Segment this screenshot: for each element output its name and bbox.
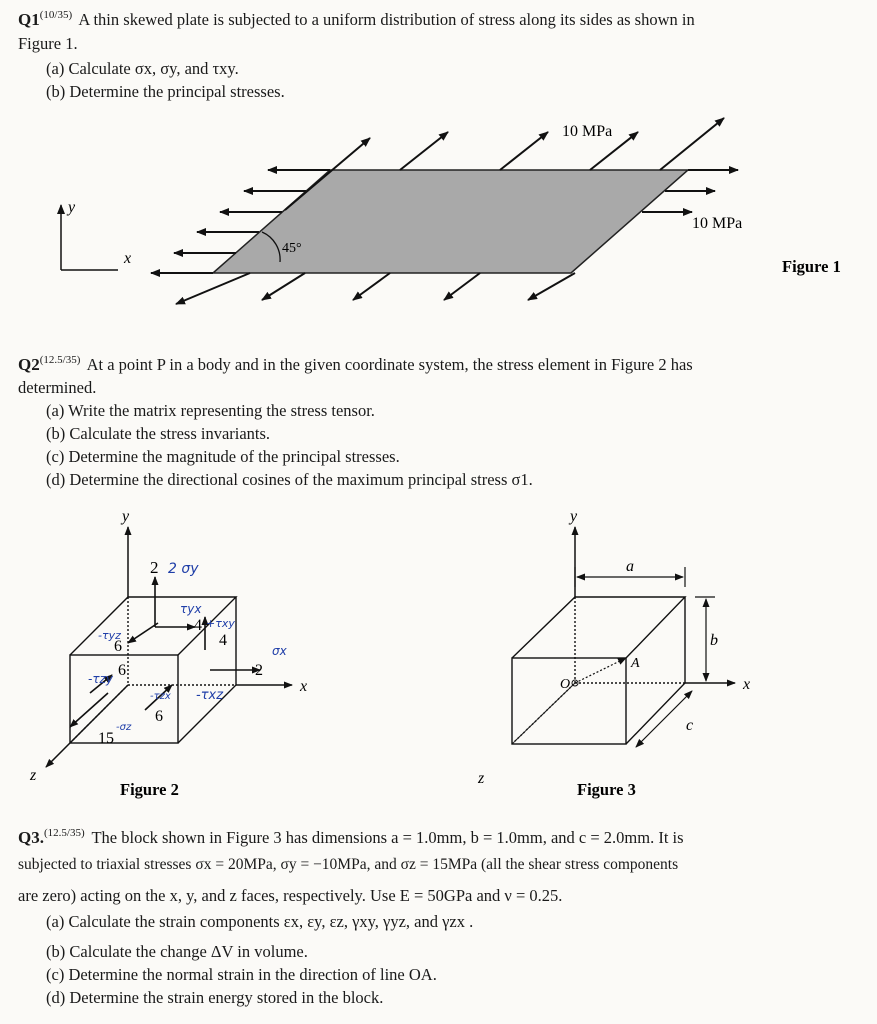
fig3-axis-x: x <box>743 676 751 693</box>
q3-item-c: (c) Determine the normal strain in the direction of line OA. <box>46 965 437 984</box>
dim-b-label: b <box>710 632 718 649</box>
figure-1-caption: Figure 1 <box>782 257 841 276</box>
figure-1 <box>0 110 877 315</box>
q3-item-d: (d) Determine the strain energy stored in the block. <box>46 988 384 1007</box>
q1-label: Q1 <box>18 10 40 29</box>
top-load-label: 10 MPa <box>562 123 613 140</box>
hand-tau-yx: τyx <box>180 602 202 616</box>
q2-item-a: (a) Write the matrix representing the stress tensor. <box>46 401 375 420</box>
fig2-val-4b: 4 <box>219 632 227 649</box>
figure-3-caption: Figure 3 <box>577 780 636 799</box>
q3-label: Q3. <box>18 828 44 847</box>
line-oa <box>575 658 626 683</box>
q3-points: (12.5/35) <box>43 827 85 839</box>
q2-points: (12.5/35) <box>39 354 81 366</box>
q1-points: (10/35) <box>39 9 73 21</box>
block <box>512 597 685 744</box>
fig2-val-6b: 6 <box>118 662 126 679</box>
side-load-label: 10 MPa <box>692 215 743 232</box>
fig1-axis-x: x <box>124 250 132 267</box>
hand-sigma-y: 2 σy <box>168 561 199 577</box>
hand-tau-yz: -τyz <box>98 629 121 642</box>
stress-arrows <box>70 577 260 727</box>
q2-item-b: (b) Calculate the stress invariants. <box>46 424 271 443</box>
q3-text-line1: The block shown in Figure 3 has dimensions a = 1.0mm, b = 1.0mm, and c = 2.0mm. It is <box>91 828 684 847</box>
q1-text-line1: A thin skewed plate is subjected to a uniform distribution of stress along its sides as shown in <box>78 10 695 29</box>
q2-text-line1: At a point P in a body and in the given coordinate system, the stress element in Figure 2 has <box>86 355 693 374</box>
q3-item-a: (a) Calculate the strain components εx, εy, εz, γxy, γyz, and γzx . <box>46 912 474 931</box>
q2-label: Q2 <box>18 355 40 374</box>
fig1-axis-y: y <box>68 199 76 216</box>
fig2-axis-x: x <box>300 678 308 695</box>
fig3-axis-y: y <box>570 508 578 525</box>
bottom-edge-arrows <box>176 273 575 304</box>
figure-2 <box>0 505 440 805</box>
hand-plus-tau-xy: +τxy <box>206 617 235 630</box>
figure-2-caption: Figure 2 <box>120 780 179 799</box>
hand-sigma-x: σx <box>272 644 287 658</box>
figure-3-axes <box>575 527 735 683</box>
q1-statement <box>18 10 695 30</box>
q2-statement <box>18 355 693 375</box>
dim-a-label: a <box>626 558 634 575</box>
hand-tau-zx: -τzx <box>150 691 171 702</box>
q2-text-line2: determined. <box>18 378 97 397</box>
fig2-val-6c: 6 <box>155 708 163 725</box>
q3-text-line2: subjected to triaxial stresses σx = 20MPa, σy = −10MPa, and σz = 15MPa (all the shear stress components <box>18 856 679 873</box>
fig2-val-6a: 6 <box>114 638 122 655</box>
q3-text-line3: are zero) acting on the x, y, and z faces, respectively. Use E = 50GPa and ν = 0.25. <box>18 886 563 905</box>
hand-tau-zy: -τzy <box>88 672 113 686</box>
dim-c-label: c <box>686 717 694 734</box>
q2-item-d: (d) Determine the directional cosines of the maximum principal stress σ1. <box>46 470 533 489</box>
dim-c <box>636 691 692 747</box>
point-o-label: O <box>560 677 571 692</box>
fig2-axis-z: z <box>30 767 37 784</box>
q3-item-b: (b) Calculate the change ΔV in volume. <box>46 942 308 961</box>
hand-sigma-z: -σz <box>116 722 132 733</box>
figure-3 <box>440 505 877 805</box>
hand-tau-xz: -τxz <box>196 688 224 703</box>
fig2-val-top: 2 <box>150 558 159 577</box>
q1-item-b: (b) Determine the principal stresses. <box>46 82 285 101</box>
angle-label: 45° <box>282 241 302 256</box>
skewed-plate <box>213 170 688 273</box>
fig2-val-right: 2 <box>255 662 263 679</box>
fig3-axis-z: z <box>478 770 485 787</box>
q3-statement <box>18 828 684 848</box>
q2-item-c: (c) Determine the magnitude of the principal stresses. <box>46 447 400 466</box>
fig2-axis-y: y <box>122 508 130 525</box>
fig2-val-15: 15 <box>98 730 114 747</box>
q1-text-line2: Figure 1. <box>18 34 78 53</box>
q1-item-a: (a) Calculate σx, σy, and τxy. <box>46 59 239 78</box>
point-a-label: A <box>631 656 640 671</box>
fig2-val-4a: 4 <box>194 617 202 634</box>
